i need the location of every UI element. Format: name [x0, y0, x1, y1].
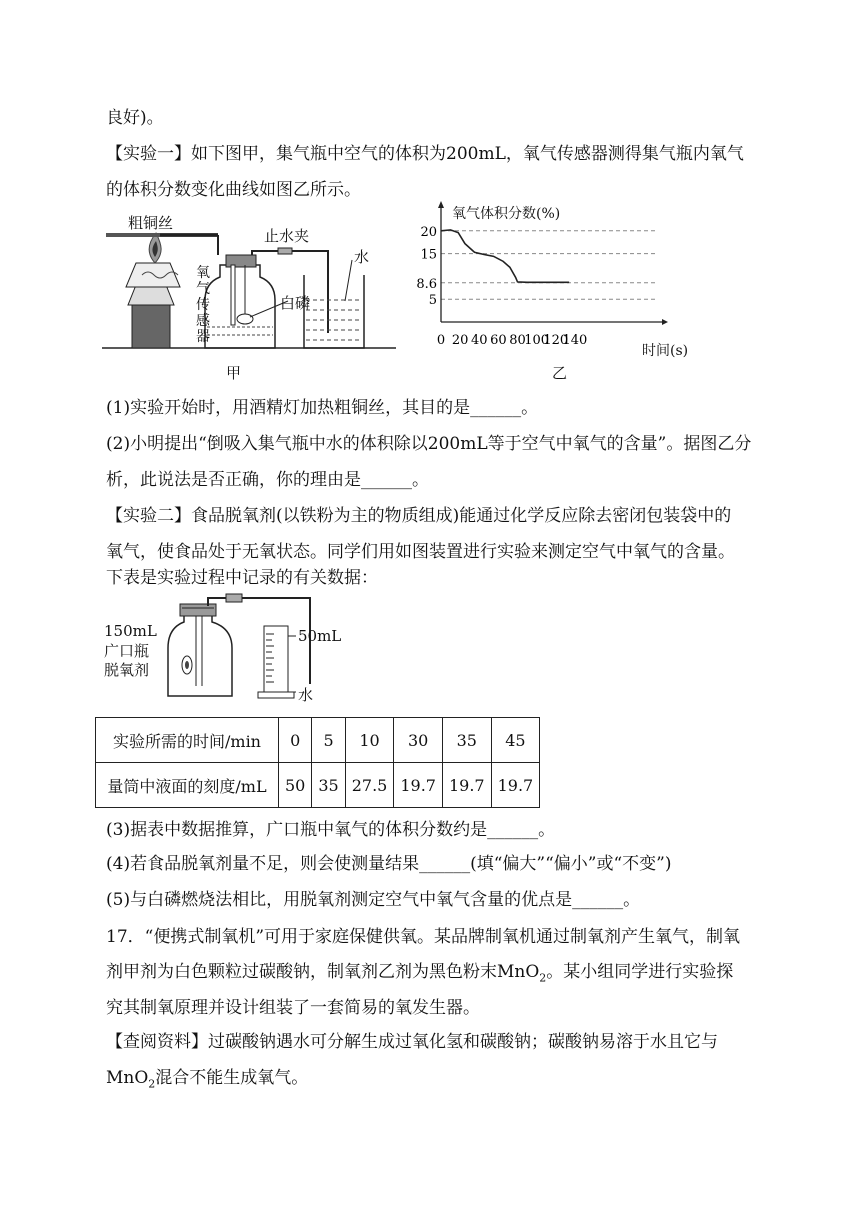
text-line: 良好)。 — [106, 108, 164, 128]
x-tick-label: 40 — [470, 333, 488, 348]
table-cell: 19.7 — [491, 763, 540, 808]
reference-line2-post: 混合不能生成氧气。 — [155, 1068, 309, 1088]
problem17-line2-pre: 剂甲剂为白色颗粒过碳酸钠，制氧剂乙剂为黑色粉末 — [106, 962, 497, 982]
sensor-char: 气 — [196, 281, 210, 297]
sensor-char: 感 — [196, 313, 210, 329]
table-cell: 45 — [491, 718, 540, 763]
table-cell: 5 — [312, 718, 345, 763]
label-copper-wire: 粗铜丝 — [128, 214, 174, 232]
problem17-line2-post: 。某小组同学进行实验探 — [546, 962, 734, 982]
x-tick-label: 100 — [524, 333, 550, 348]
x-tick-label: 60 — [490, 333, 507, 348]
series-line — [441, 230, 569, 282]
formula-subscript: 2 — [539, 971, 547, 985]
reference-line2 — [106, 1063, 308, 1090]
table-cell: 0 — [279, 718, 312, 763]
table-cell: 30 — [394, 718, 443, 763]
y-tick-label: 15 — [420, 247, 437, 263]
table-cell: 35 — [312, 763, 345, 808]
table-row-header: 实验所需的时间/min — [96, 718, 279, 763]
deoxidizer-apparatus-figure — [160, 592, 390, 702]
x-tick-label: 80 — [509, 333, 526, 348]
question-3: (3)据表中数据推算，广口瓶中氧气的体积分数约是______。 — [106, 820, 556, 840]
table-row — [96, 763, 540, 808]
table-cell: 35 — [442, 718, 491, 763]
table-row — [96, 718, 540, 763]
caption-jia: 甲 — [226, 364, 242, 382]
question-2-line1: (2)小明提出“倒吸入集气瓶中水的体积除以200mL等于空气中氧气的含量”。据图乙分 — [106, 434, 752, 454]
table-cell: 19.7 — [394, 763, 443, 808]
chart-xlabel: 时间(s) — [642, 343, 689, 359]
formula-mno2 — [497, 962, 547, 985]
experiment2-line2: 氧气，使食品处于无氧状态。同学们用如图装置进行实验来测定空气中氧气的含量。 — [106, 542, 735, 562]
label-50ml: 50mL — [298, 627, 342, 645]
x-tick-label: 120 — [543, 333, 569, 348]
formula-mno: MnO — [497, 962, 540, 982]
question-4: (4)若食品脱氧剂量不足，则会使测量结果______(填“偏大”“偏小”或“不变”) — [106, 854, 672, 874]
table-cell: 50 — [279, 763, 312, 808]
table-row-header: 量筒中液面的刻度/mL — [96, 763, 279, 808]
table-cell: 19.7 — [442, 763, 491, 808]
formula-mno: MnO — [106, 1068, 149, 1088]
label-clamp: 止水夹 — [264, 227, 310, 245]
experiment1-line2: 的体积分数变化曲线如图乙所示。 — [106, 180, 361, 200]
label-deoxidizer: 脱氧剂 — [104, 661, 150, 679]
experiment2-line3: 下表是实验过程中记录的有关数据： — [106, 568, 378, 588]
question-2-line2: 析，此说法是否正确，你的理由是______。 — [106, 470, 429, 490]
x-tick-label: 140 — [562, 333, 588, 348]
x-tick-label: 0 — [436, 333, 446, 348]
sensor-char: 器 — [196, 329, 210, 345]
reference-line1: 【查阅资料】过碳酸钠遇水可分解生成过氧化氢和碳酸钠；碳酸钠易溶于水且它与 — [106, 1032, 718, 1052]
y-tick-label: 8.6 — [416, 276, 437, 292]
table-cell: 27.5 — [345, 763, 394, 808]
problem17-line3: 究其制氧原理并设计组装了一套简易的氧发生器。 — [106, 998, 480, 1018]
y-tick-label: 5 — [428, 293, 437, 309]
label-150ml: 150mL — [104, 622, 157, 640]
caption-yi: 乙 — [552, 364, 568, 382]
sensor-char: 传 — [196, 297, 210, 313]
y-axis-arrow — [438, 201, 444, 208]
label-bottle: 广口瓶 — [104, 642, 150, 660]
y-tick-label: 20 — [420, 224, 437, 240]
problem17-line1: 17．“便携式制氧机”可用于家庭保健供氧。某品牌制氧机通过制氧剂产生氧气，制氧 — [106, 927, 741, 947]
x-tick-label: 20 — [451, 333, 469, 348]
question-5: (5)与白磷燃烧法相比，用脱氧剂测定空气中氧气含量的优点是______。 — [106, 890, 641, 910]
problem17-line2 — [106, 957, 733, 984]
label-sensor — [196, 265, 212, 345]
formula-subscript: 2 — [148, 1077, 156, 1091]
label-water-cylinder: 水 — [298, 686, 314, 704]
experiment2-line1: 【实验二】食品脱氧剂(以铁粉为主的物质组成)能通过化学反应除去密闭包装袋中的 — [106, 506, 732, 526]
x-axis-arrow — [662, 319, 668, 325]
formula-mno2 — [106, 1068, 156, 1091]
table-cell: 10 — [345, 718, 394, 763]
chart-ylabel: 氧气体积分数(%) — [452, 206, 561, 222]
question-1: (1)实验开始时，用酒精灯加热粗铜丝，其目的是______。 — [106, 398, 539, 418]
sensor-char: 氧 — [196, 265, 210, 281]
data-table — [95, 717, 540, 808]
experiment1-line1: 【实验一】如下图甲，集气瓶中空气的体积为200mL，氧气传感器测得集气瓶内氧气 — [106, 144, 744, 164]
label-phosphorus: 白磷 — [280, 294, 311, 312]
label-water-beaker: 水 — [354, 248, 370, 266]
